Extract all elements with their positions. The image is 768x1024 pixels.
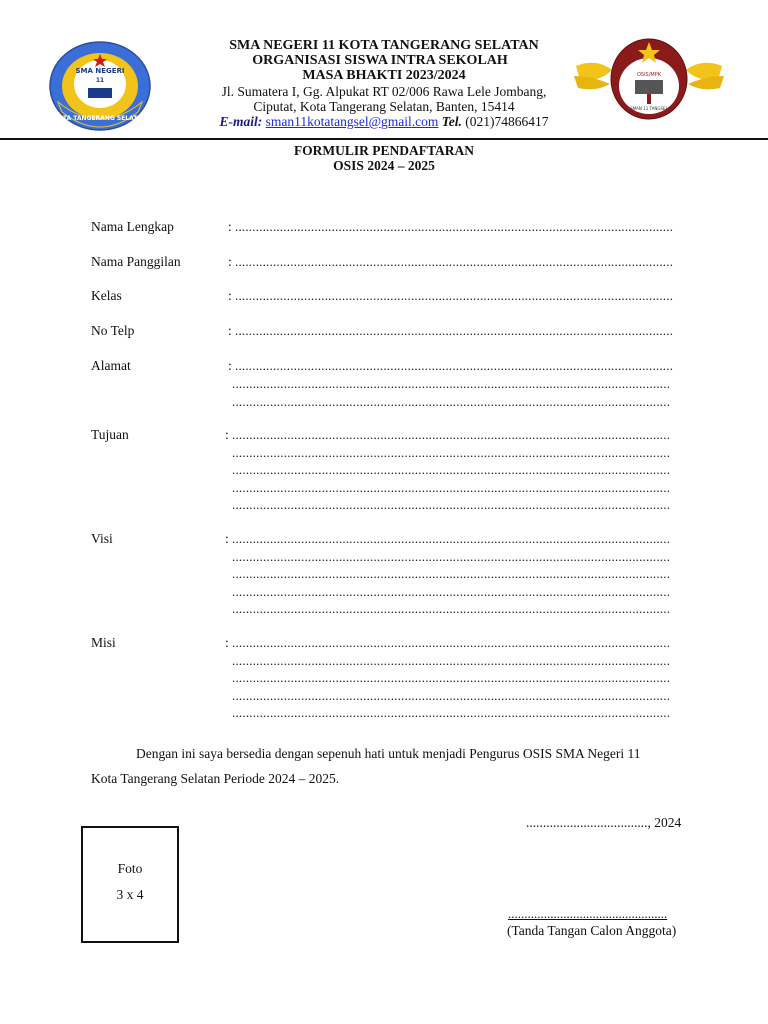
contact-line	[0, 114, 768, 130]
label-alamat: Alamat	[91, 358, 131, 373]
field-misi-line[interactable]: ...............................................................................................................................	[232, 635, 671, 650]
field-visi-line[interactable]: ...............................................................................................................................	[232, 531, 671, 546]
logo-left-top-text: SMA NEGERI	[75, 67, 125, 75]
field-alamat-line[interactable]: ...............................................................................................................................	[232, 394, 671, 409]
field-tujuan-line[interactable]: ...............................................................................................................................	[232, 497, 671, 512]
tel-number: (021)74866417	[465, 114, 549, 129]
label-nama-lengkap: Nama Lengkap	[91, 219, 174, 234]
field-visi-line[interactable]: ...............................................................................................................................	[232, 549, 671, 564]
label-misi: Misi	[91, 635, 116, 650]
address-line-2: Ciputat, Kota Tangerang Selatan, Banten, 15414	[253, 99, 515, 114]
label-nama-panggilan: Nama Panggilan	[91, 254, 181, 269]
logo-left-ribbon: KOTA TANGERANG SELATAN	[53, 115, 147, 122]
statement-line-1: Dengan ini saya bersedia dengan sepenuh hati untuk menjadi Pengurus OSIS SMA Negeri 11	[136, 746, 641, 761]
photo-box	[81, 826, 179, 943]
form-subtitle: OSIS 2024 – 2025	[333, 158, 435, 173]
field-nama-lengkap[interactable]: ...............................................................................................................................	[235, 219, 674, 234]
field-tujuan-line[interactable]: ...............................................................................................................................	[232, 445, 671, 460]
field-visi-line[interactable]: ...............................................................................................................................	[232, 584, 671, 599]
colon: :	[228, 254, 232, 269]
colon: :	[225, 531, 229, 546]
colon: :	[225, 427, 229, 442]
form-title: FORMULIR PENDAFTARAN	[293, 143, 475, 158]
address-line-1: Jl. Sumatera I, Gg. Alpukat RT 02/006 Rawa Lele Jombang,	[221, 84, 547, 99]
school-name: SMA NEGERI 11 KOTA TANGERANG SELATAN	[229, 38, 539, 53]
email-link[interactable]: sman11kotatangsel@gmail.com	[265, 114, 439, 129]
field-alamat-line[interactable]: ...............................................................................................................................	[235, 358, 674, 373]
photo-size: 3 x 4	[116, 887, 144, 902]
colon: :	[228, 219, 232, 234]
logo-left-number: 11	[95, 77, 105, 84]
photo-label: Foto	[117, 861, 143, 876]
signature-line[interactable]: .................................................	[508, 906, 668, 921]
field-visi-line[interactable]: ...............................................................................................................................	[232, 601, 671, 616]
label-kelas: Kelas	[91, 288, 122, 303]
field-tujuan-line[interactable]: ...............................................................................................................................	[232, 427, 671, 442]
field-nama-panggilan[interactable]: ...............................................................................................................................	[235, 254, 674, 269]
label-tujuan: Tujuan	[91, 427, 129, 442]
colon: :	[228, 323, 232, 338]
label-visi: Visi	[91, 531, 113, 546]
signature-caption: (Tanda Tangan Calon Anggota)	[507, 923, 677, 938]
colon: :	[228, 288, 232, 303]
field-misi-line[interactable]: ...............................................................................................................................	[232, 670, 671, 685]
period-text: MASA BHAKTI 2023/2024	[302, 68, 466, 83]
organization-name: ORGANISASI SISWA INTRA SEKOLAH	[252, 53, 508, 68]
field-alamat-line[interactable]: ...............................................................................................................................	[232, 376, 671, 391]
field-kelas[interactable]: ...............................................................................................................................	[235, 288, 674, 303]
field-misi-line[interactable]: ...............................................................................................................................	[232, 705, 671, 720]
colon: :	[225, 635, 229, 650]
field-misi-line[interactable]: ...............................................................................................................................	[232, 688, 671, 703]
email-label: E-mail:	[219, 114, 263, 129]
logo-right-bottom-text: SMAN 11 TANGSEL	[630, 106, 668, 111]
logo-right-top-text: OSIS/MPK	[636, 72, 662, 78]
statement-line-2: Kota Tangerang Selatan Periode 2024 – 2025.	[91, 771, 340, 786]
tel-label: Tel.	[441, 114, 462, 129]
label-no-telp: No Telp	[91, 323, 135, 338]
field-visi-line[interactable]: ...............................................................................................................................	[232, 566, 671, 581]
field-tujuan-line[interactable]: ...............................................................................................................................	[232, 480, 671, 495]
colon: :	[228, 358, 232, 373]
header-divider	[0, 138, 768, 140]
date-line[interactable]: ...................................., 2024	[526, 815, 682, 830]
field-tujuan-line[interactable]: ...............................................................................................................................	[232, 462, 671, 477]
field-misi-line[interactable]: ...............................................................................................................................	[232, 653, 671, 668]
field-no-telp[interactable]: ...............................................................................................................................	[235, 323, 674, 338]
